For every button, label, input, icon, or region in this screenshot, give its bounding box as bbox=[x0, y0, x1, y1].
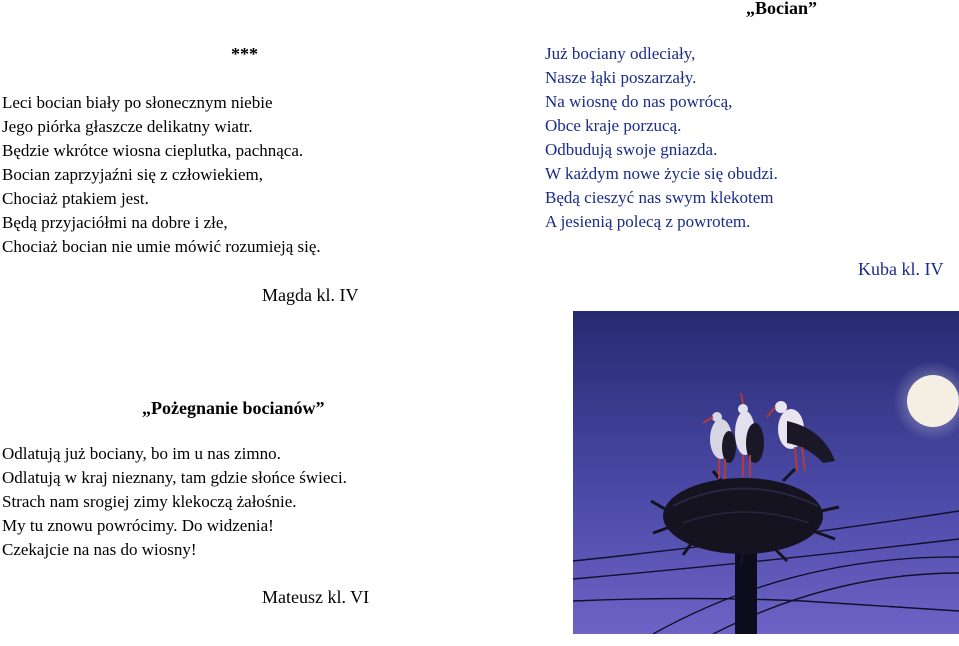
poem1-body bbox=[2, 91, 321, 259]
poem3-title: „Pożegnanie bocianów” bbox=[142, 398, 325, 418]
poem2-author: Kuba kl. IV bbox=[858, 259, 944, 279]
moon bbox=[907, 375, 959, 427]
poem1-line: Chociaż ptakiem jest. bbox=[2, 189, 149, 208]
storks-on-nest-at-night-photo bbox=[573, 311, 959, 634]
poem1-title: *** bbox=[231, 44, 258, 64]
poem3-body bbox=[2, 442, 347, 562]
poem2-line: Na wiosnę do nas powrócą, bbox=[545, 92, 733, 111]
poem1-line: Bocian zaprzyjaźni się z człowiekiem, bbox=[2, 165, 264, 184]
poem1-author: Magda kl. IV bbox=[262, 285, 359, 305]
poem2-line: W każdym nowe życie się obudzi. bbox=[545, 164, 778, 183]
poem3-line: Odlatują w kraj nieznany, tam gdzie słońce świeci. bbox=[2, 468, 347, 487]
poem2-line: Nasze łąki poszarzały. bbox=[545, 68, 697, 87]
poem1-line: Będą przyjaciółmi na dobre i złe, bbox=[2, 213, 228, 232]
poem3-author: Mateusz kl. VI bbox=[262, 587, 370, 607]
poem1-line: Jego piórka głaszcze delikatny wiatr. bbox=[2, 117, 253, 136]
poem1-line: Będzie wkrótce wiosna cieplutka, pachnąca. bbox=[2, 141, 304, 160]
poem1-line: Chociaż bocian nie umie mówić rozumieją się. bbox=[2, 237, 321, 256]
poem2-title: „Bocian” bbox=[746, 0, 818, 18]
poem3-line: Czekajcie na nas do wiosny! bbox=[2, 540, 197, 559]
poem2-line: Odbudują swoje gniazda. bbox=[545, 140, 718, 159]
poem2-body bbox=[545, 42, 778, 234]
poem3-line: Strach nam srogiej zimy klekoczą żałośnie. bbox=[2, 492, 297, 511]
poem2-line: Obce kraje porzucą. bbox=[545, 116, 682, 135]
poem1-line: Leci bocian biały po słonecznym niebie bbox=[2, 93, 273, 112]
poem3-line: My tu znowu powrócimy. Do widzenia! bbox=[2, 516, 274, 535]
poem2-line: Będą cieszyć nas swym klekotem bbox=[545, 188, 774, 207]
poem3-line: Odlatują już bociany, bo im u nas zimno. bbox=[2, 444, 281, 463]
poem2-line: Już bociany odleciały, bbox=[545, 44, 696, 63]
poem2-line: A jesienią polecą z powrotem. bbox=[545, 212, 751, 231]
